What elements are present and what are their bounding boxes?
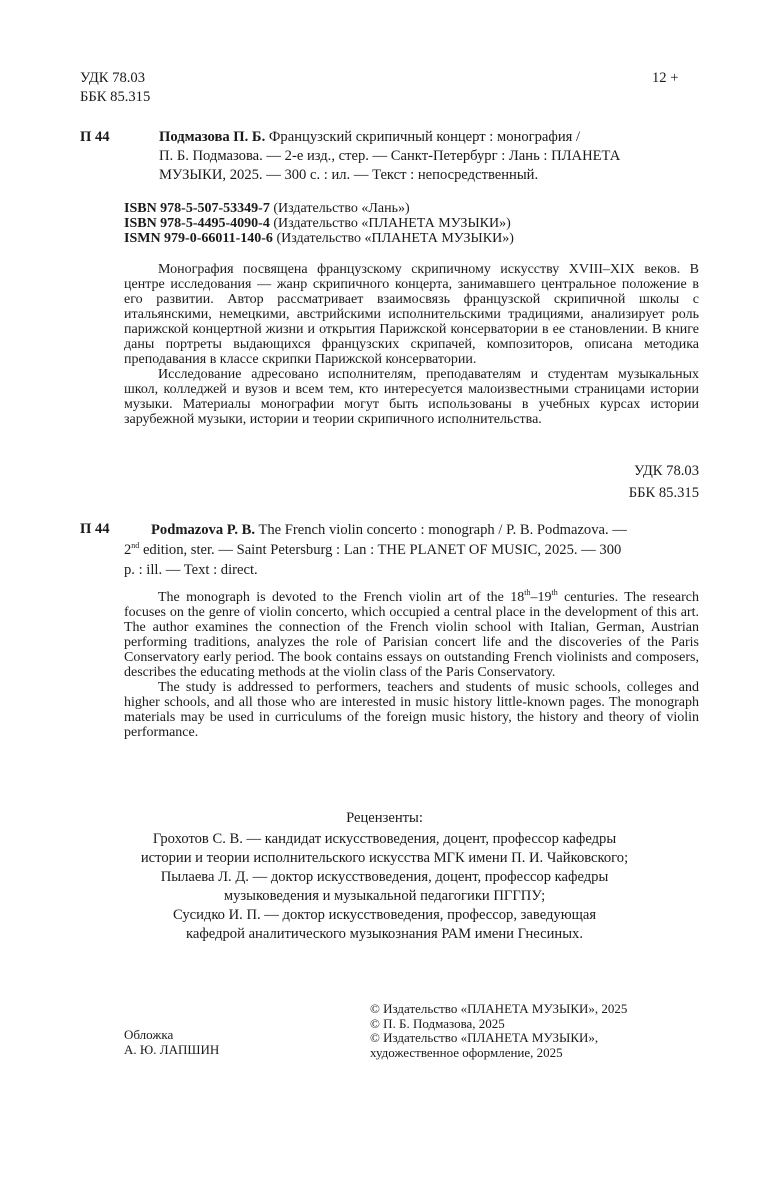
ru-abstract	[124, 262, 699, 427]
en-abstract-sup1: th	[524, 588, 531, 597]
ru-record	[80, 128, 699, 185]
ru-abstract-p2: Исследование адресовано исполнителям, преподавателям и студентам музыкальных школ, колледжей и вузов и всем тем, кто интересуется малоизвестными страницами истории музыки. Материалы монографии могут быть использованы в учебных курсах истории зарубежной музыки, истории и теории скрипичного исполнительства.	[124, 367, 699, 427]
ru-record-line2: П. Б. Подмазова. — 2-е изд., стер. — Санкт-Петербург : Лань : ПЛАНЕТА	[159, 148, 621, 164]
ru-record-code: П 44	[80, 129, 110, 145]
copyright-line: © Издательство «ПЛАНЕТА МУЗЫКИ»,	[370, 1030, 599, 1045]
reviewer-1-line1: Грохотов С. В. — кандидат искусствоведения, доцент, профессор кафедры	[152, 831, 617, 847]
isbn-row	[124, 216, 514, 231]
copyright-line: © П. Б. Подмазова, 2025	[370, 1015, 505, 1031]
age-rating: 12 +	[652, 70, 679, 86]
en-record-line2	[124, 540, 699, 560]
isbn-number: ISMN 979-0-66011-140-6	[124, 231, 273, 246]
en-record-title: The French violin concerto : monograph / P. B. Podmazova. —	[258, 522, 627, 538]
ru-record-title: Французский скрипичный концерт : монография /	[268, 129, 581, 145]
ru-abstract-p1: Монография посвящена французскому скрипичному искусству XVIII–XIX веков. В центре исследования — жанр скрипичного концерта, занимавшего центральное положение в его развитии. Автор рассматривает взаимосвязь французской скрипичной школы с итальянскими, немецкими, австрийскими исполнительскими традициями, анализирует роль парижской концертной жизни и открытия Парижской консерватории в ее становлении. В книге даны портреты выдающихся французских скрипачей, композиторов, описана методика преподавания в классе скрипки Парижской консерватории.	[124, 262, 699, 367]
en-abstract-p1-b: –19	[530, 590, 552, 605]
isbn-row	[124, 231, 514, 246]
ru-abstract-udk: УДК 78.03	[633, 463, 699, 479]
en-record	[124, 520, 699, 580]
en-abstract-p1-a: The monograph is devoted to the French violin art of the 18	[158, 590, 525, 605]
en-record-line3: p. : ill. — Text : direct.	[124, 562, 258, 578]
ru-abstract-bbk: ББК 85.315	[628, 485, 699, 501]
ru-record-author: Подмазова П. Б.	[159, 129, 266, 145]
ru-abstract-codes	[500, 462, 699, 503]
copyright-line: художественное оформление, 2025	[370, 1044, 563, 1060]
isbn-publisher: (Издательство «ПЛАНЕТА МУЗЫКИ»)	[273, 216, 511, 231]
reviewer-2-line1: Пылаева Л. Д. — доктор искусствоведения, доцент, профессор кафедры	[160, 869, 609, 885]
cover-artist: А. Ю. ЛАПШИН	[124, 1041, 220, 1057]
en-record-edition: 2	[124, 542, 132, 558]
isbn-list	[124, 201, 514, 246]
en-record-code: П 44	[80, 521, 110, 537]
isbn-number: ISBN 978-5-507-53349-7	[124, 201, 270, 216]
copyright-block	[370, 1002, 627, 1060]
en-abstract	[124, 590, 699, 740]
en-record-edition-sup: nd	[131, 541, 140, 550]
reviewer-2-line2: музыковедения и музыкальной педагогики ПГГПУ;	[223, 888, 546, 904]
reviewers	[0, 809, 769, 944]
isbn-number: ISBN 978-5-4495-4090-4	[124, 216, 270, 231]
ru-record-line3: МУЗЫКИ, 2025. — 300 с. : ил. — Текст : непосредственный.	[159, 167, 539, 183]
en-abstract-p2: The study is addressed to performers, teachers and students of music schools, colleges and higher schools, and all those who are interested in music history little-known pages. The monograph materials may be used in curriculums of the foreign music history, the history and theory of violin performance.	[124, 680, 699, 740]
isbn-publisher: (Издательство «Лань»)	[273, 201, 410, 216]
en-abstract-sup2: th	[551, 588, 558, 597]
cover-label: Обложка	[124, 1027, 174, 1042]
en-abstract-p1	[124, 590, 699, 680]
isbn-publisher: (Издательство «ПЛАНЕТА МУЗЫКИ»)	[276, 231, 514, 246]
reviewers-title: Рецензенты:	[346, 810, 423, 826]
en-abstract-p1-c: centuries. The research focuses on the genre of violin concerto, which occupied a central place in the development of this art. The author examines the connection of the French violin school with Italian, German, Austrian performing traditions, analyzes the role of Parisian concert life and the discoveries of the Paris Conservatory early period. The book contains essays on outstanding French violinists and composers, describes the educating methods at the violin class of the Paris Conservatory.	[124, 590, 699, 680]
reviewer-3-line2: кафедрой аналитического музыкознания РАМ имени Гнесиных.	[186, 926, 583, 942]
en-record-author: Podmazova P. B.	[151, 522, 256, 538]
cover-credit	[124, 1028, 219, 1057]
header-codes	[80, 69, 150, 107]
reviewer-1-line2: истории и теории исполнительского искусства МГК имени П. И. Чайковского;	[140, 850, 629, 866]
header-bbk: ББК 85.315	[80, 89, 151, 105]
copyright-line: © Издательство «ПЛАНЕТА МУЗЫКИ», 2025	[370, 1001, 628, 1016]
header-udk: УДК 78.03	[80, 70, 146, 86]
en-record-line2-text: edition, ster. — Saint Petersburg : Lan : THE PLANET OF MUSIC, 2025. — 300	[142, 542, 622, 558]
reviewer-3-line1: Сусидко И. П. — доктор искусствоведения, профессор, заведующая	[172, 907, 597, 923]
isbn-row	[124, 201, 514, 216]
